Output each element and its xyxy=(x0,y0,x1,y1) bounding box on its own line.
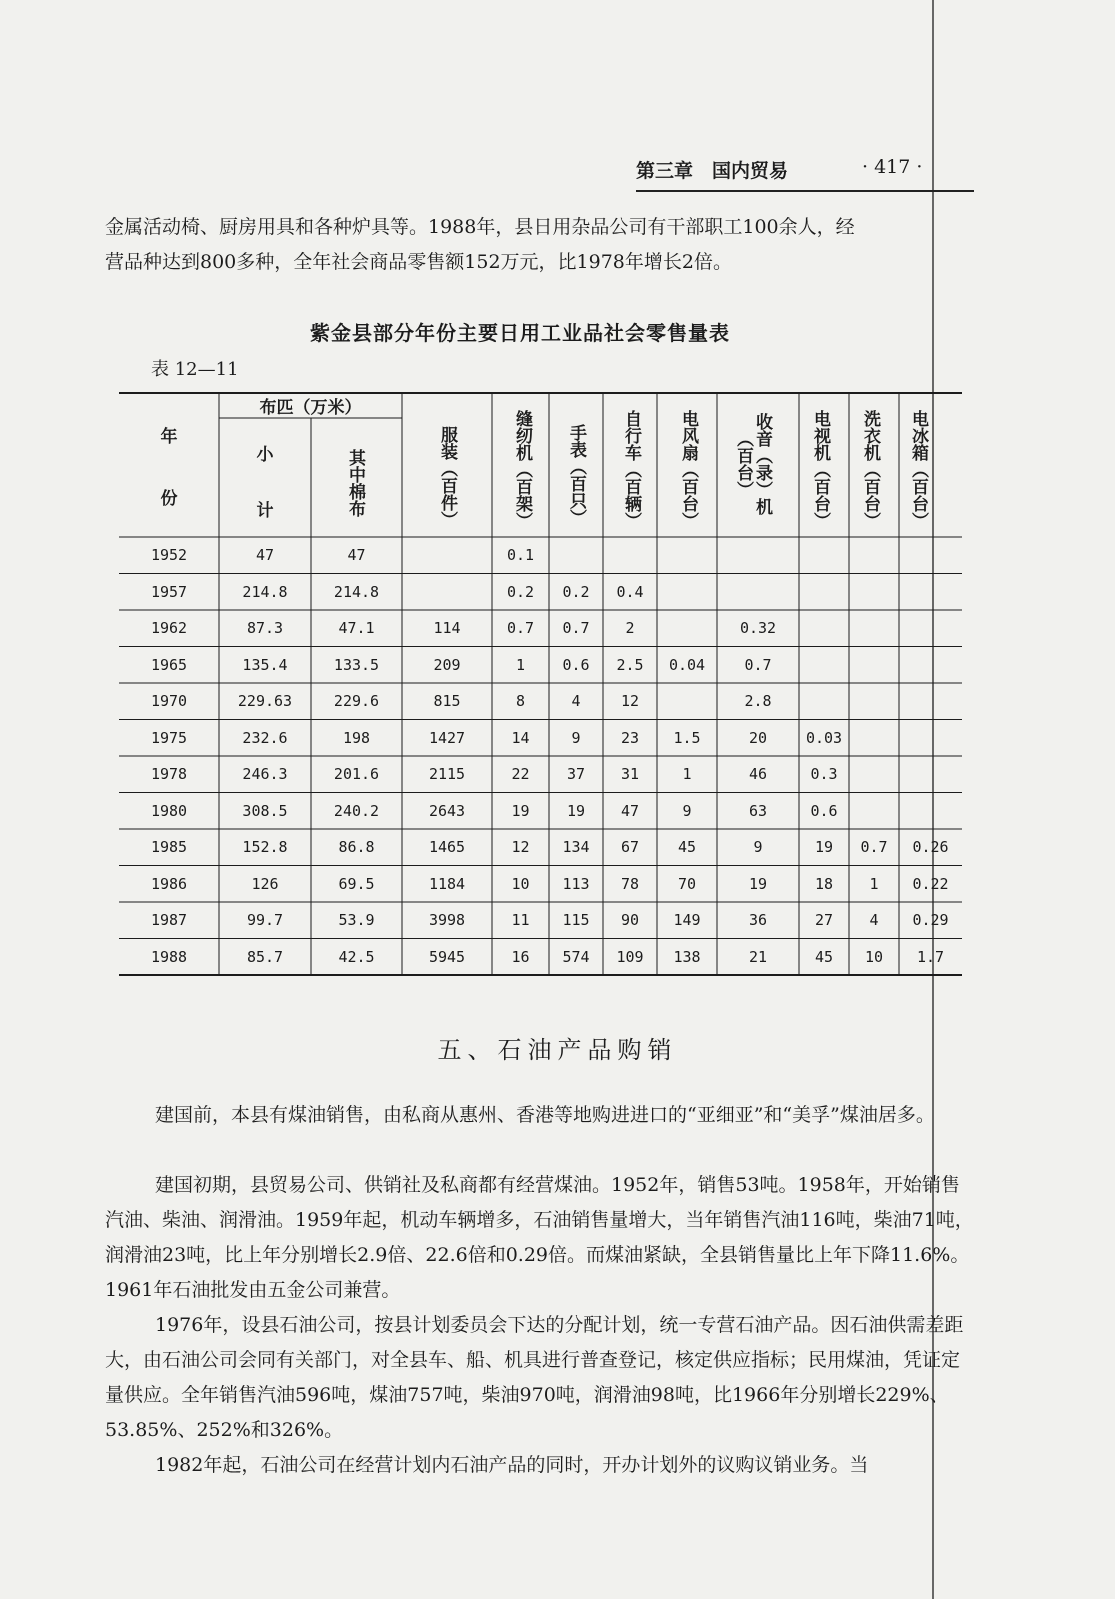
header-subtotal-2: 计 xyxy=(256,501,274,521)
table-cell xyxy=(899,537,962,573)
table-cell: 20 xyxy=(748,728,768,747)
table-cell: 2643 xyxy=(428,801,466,820)
table-cell: 2.5 xyxy=(616,655,644,674)
table-cell: 1465 xyxy=(428,838,466,856)
table-cell: 45 xyxy=(677,838,697,856)
year-cell: 1962 xyxy=(150,619,188,637)
table-cell: 109 xyxy=(616,947,644,966)
section-title: 五、石油产品购销 xyxy=(437,1036,678,1064)
header-fridge: 电冰箱（百台） xyxy=(908,410,928,529)
table-cell: 135.4 xyxy=(242,655,288,674)
table-cell xyxy=(899,647,962,683)
table-cell: 1184 xyxy=(428,874,466,893)
table-cell xyxy=(603,537,657,573)
table-cell: 133.5 xyxy=(333,655,380,674)
table-cell: 87.3 xyxy=(246,619,284,637)
table-cell: 138 xyxy=(673,947,701,966)
table-cell xyxy=(849,647,899,683)
header-washer: 洗衣机（百台） xyxy=(860,410,880,529)
table-cell xyxy=(849,793,899,829)
table-cell xyxy=(799,610,849,646)
table-cell: 815 xyxy=(433,692,461,710)
intro-line-2: 营品种达到800多种，全年社会商品零售额152万元，比1978年增长2倍。 xyxy=(105,251,732,273)
header-cotton: 其中棉布 xyxy=(345,449,365,517)
table-cell xyxy=(849,756,899,792)
table-cell: 47 xyxy=(620,801,640,820)
table-cell: 4 xyxy=(571,692,581,710)
header-cloth-group: 布匹（万米） xyxy=(259,398,362,418)
table-cell: 9 xyxy=(682,801,692,820)
table-cell: 229.63 xyxy=(237,692,293,710)
table-cell: 12 xyxy=(511,838,530,856)
table-cell: 19 xyxy=(566,801,586,820)
table-cell: 12 xyxy=(620,692,640,710)
table-cell: 36 xyxy=(748,911,768,929)
table-cell xyxy=(717,574,799,610)
table-cell xyxy=(849,610,899,646)
table-cell: 0.7 xyxy=(562,619,590,637)
year-cell: 1952 xyxy=(150,546,188,564)
table-cell: 78 xyxy=(620,874,640,893)
table-cell: 246.3 xyxy=(242,765,288,783)
intro-line-1: 金属活动椅、厨房用具和各种炉具等。1988年，县日用杂品公司有干部职工100余人，经 xyxy=(105,216,855,238)
table-cell: 2.8 xyxy=(744,692,772,710)
table-cell xyxy=(799,647,849,683)
table-cell: 23 xyxy=(620,728,640,747)
paragraph-1: 建国前，本县有煤油销售，由私商从惠州、香港等地购进进口的“亚细亚”和“美孚”煤油居多。 xyxy=(155,1104,935,1126)
header-year-2: 份 xyxy=(160,489,178,509)
year-cell: 1970 xyxy=(150,692,188,710)
year-cell: 1975 xyxy=(150,728,188,747)
table-cell: 19 xyxy=(748,874,768,893)
table-cell: 574 xyxy=(562,947,590,966)
table-cell: 21 xyxy=(748,947,768,966)
table-cell: 134 xyxy=(562,838,590,856)
table-cell xyxy=(849,720,899,756)
table-cell: 1.7 xyxy=(916,947,945,966)
table-cell: 67 xyxy=(620,838,640,856)
table-cell xyxy=(717,537,799,573)
table-cell xyxy=(799,574,849,610)
table-cell: 1 xyxy=(682,765,692,783)
table-cell: 229.6 xyxy=(333,692,380,710)
header-subtotal-1: 小 xyxy=(256,445,274,465)
table-cell: 63 xyxy=(748,801,768,820)
table-cell: 0.4 xyxy=(616,582,644,601)
table-cell: 10 xyxy=(511,874,530,893)
table-cell: 113 xyxy=(562,874,590,893)
header-clothing: 服装（百件） xyxy=(437,426,457,528)
table-title: 紫金县部分年份主要日用工业品社会零售量表 xyxy=(310,321,730,345)
table-cell: 0.26 xyxy=(912,838,949,856)
table-cell: 11 xyxy=(511,911,530,929)
table-cell: 3998 xyxy=(428,911,466,929)
year-cell: 1980 xyxy=(150,801,188,820)
header-year-1: 年 xyxy=(160,427,178,447)
table-cell xyxy=(899,574,962,610)
year-cell: 1988 xyxy=(150,947,188,966)
table-cell: 18 xyxy=(814,874,834,893)
table-cell: 42.5 xyxy=(338,947,375,966)
table-cell: 19 xyxy=(814,838,834,856)
table-cell: 19 xyxy=(511,801,530,820)
table-cell: 126 xyxy=(251,874,279,893)
table-cell: 0.29 xyxy=(912,911,949,929)
table-cell: 0.32 xyxy=(739,619,777,637)
table-cell: 90 xyxy=(620,911,640,929)
table-cell: 240.2 xyxy=(333,801,380,820)
page-number: · 417 · xyxy=(862,156,923,178)
table-cell: 14 xyxy=(511,728,530,747)
table-cell: 86.8 xyxy=(338,838,375,856)
table-cell: 1 xyxy=(515,655,526,674)
table-cell: 2115 xyxy=(428,765,466,783)
table-cell: 69.5 xyxy=(338,874,375,893)
year-cell: 1985 xyxy=(150,838,188,856)
header-bicycle: 自行车（百辆） xyxy=(621,410,641,529)
table-cell xyxy=(402,574,492,610)
paragraph-3: 1976年，设县石油公司，按县计划委员会下达的分配计划，统一专营石油产品。因石油供需差距大，由石油公司会同有关部门，对全县车、船、机具进行普查登记，核定供应指标；民用煤油，凭证定量供应。全年销售汽油596吨，煤油757吨，柴油970吨，润滑油98吨，比1966年分别增长229%、53.85%、252%和326%。 xyxy=(105,1314,964,1441)
table-cell: 149 xyxy=(673,911,701,929)
table-cell: 47 xyxy=(255,546,275,564)
table-cell: 85.7 xyxy=(246,947,284,966)
table-cell: 2 xyxy=(625,619,635,637)
header-rule xyxy=(636,190,974,192)
table-cell: 99.7 xyxy=(246,911,284,929)
table-cell: 37 xyxy=(566,765,586,783)
table-cell: 198 xyxy=(342,728,371,747)
table-cell: 0.1 xyxy=(506,546,535,564)
year-cell: 1986 xyxy=(150,874,188,893)
table-cell xyxy=(657,610,717,646)
table-cell: 0.3 xyxy=(810,765,838,783)
table-cell: 0.04 xyxy=(668,655,706,674)
year-cell: 1965 xyxy=(150,655,188,674)
table-cell: 45 xyxy=(814,947,834,966)
table-cell xyxy=(899,720,962,756)
table-cell xyxy=(849,537,899,573)
table-cell: 31 xyxy=(620,765,640,783)
table-cell: 10 xyxy=(864,947,884,966)
page-header xyxy=(636,156,974,190)
header-fan: 电风扇（百台） xyxy=(678,410,698,529)
table-cell: 16 xyxy=(511,947,530,966)
table-cell: 152.8 xyxy=(242,838,288,856)
table-cell xyxy=(899,610,962,646)
table-cell: 47 xyxy=(347,546,366,564)
table-cell: 0.6 xyxy=(810,801,838,820)
table-cell: 0.7 xyxy=(744,655,772,674)
table-cell xyxy=(657,683,717,719)
table-cell: 4 xyxy=(869,911,879,929)
table-cell xyxy=(657,537,717,573)
table-cell: 114 xyxy=(433,619,461,637)
table-cell xyxy=(657,574,717,610)
header-radio: 收音（录）机（百台） xyxy=(733,413,772,515)
table-cell xyxy=(799,537,849,573)
table-cell: 1.5 xyxy=(673,728,701,747)
table-cell xyxy=(899,683,962,719)
table-cell: 0.2 xyxy=(506,582,535,601)
table-cell: 0.7 xyxy=(506,619,535,637)
table-cell xyxy=(899,756,962,792)
table-cell xyxy=(402,537,492,573)
table-cell xyxy=(549,537,603,573)
retail-table xyxy=(119,392,962,995)
table-cell: 0.7 xyxy=(860,838,888,856)
header-watch: 手表（百只） xyxy=(566,424,586,526)
table-cell xyxy=(849,574,899,610)
table-cell: 9 xyxy=(571,728,581,747)
table-cell: 46 xyxy=(748,765,768,783)
table-cell: 0.03 xyxy=(805,728,843,747)
table-cell: 214.8 xyxy=(242,582,288,601)
table-cell: 0.6 xyxy=(562,655,590,674)
year-cell: 1987 xyxy=(150,911,188,929)
table-cell: 22 xyxy=(511,765,530,783)
table-cell: 47.1 xyxy=(338,619,375,637)
table-cell xyxy=(799,683,849,719)
table-cell: 201.6 xyxy=(333,765,380,783)
table-cell: 1 xyxy=(869,874,879,893)
header-sewing: 缝纫机（百架） xyxy=(512,410,532,529)
header-tv: 电视机（百台） xyxy=(810,410,830,529)
table-cell: 27 xyxy=(814,911,834,929)
paragraph-4: 1982年起，石油公司在经营计划内石油产品的同时，开办计划外的议购议销业务。当 xyxy=(155,1454,869,1476)
table-cell: 308.5 xyxy=(242,801,288,820)
table-cell: 214.8 xyxy=(333,582,380,601)
chapter-title: 第三章 国内贸易 xyxy=(636,160,789,182)
table-cell: 0.22 xyxy=(912,874,949,893)
table-cell: 70 xyxy=(677,874,697,893)
table-cell: 1427 xyxy=(428,728,466,747)
year-cell: 1957 xyxy=(150,582,188,601)
paragraph-2: 建国初期，县贸易公司、供销社及私商都有经营煤油。1952年，销售53吨。1958年，开始销售汽油、柴油、润滑油。1959年起，机动车辆增多，石油销售量增大，当年销售汽油116吨，柴油71吨，润滑油23吨，比上年分别增长2.9倍、22.6倍和0.29倍。而煤油紧缺，全县销售量比上年下降11.6%。1961年石油批发由五金公司兼营。 xyxy=(105,1174,974,1301)
table-cell: 0.2 xyxy=(562,582,590,601)
table-cell: 8 xyxy=(515,692,526,710)
year-cell: 1978 xyxy=(150,765,188,783)
table-number: 表 12—11 xyxy=(151,359,239,380)
table-cell xyxy=(899,793,962,829)
table-cell: 209 xyxy=(433,655,461,674)
table-cell: 232.6 xyxy=(242,728,288,747)
table-cell: 5945 xyxy=(428,947,466,966)
table-cell: 53.9 xyxy=(338,911,375,929)
table-cell: 9 xyxy=(753,838,763,856)
table-cell xyxy=(849,683,899,719)
table-cell: 115 xyxy=(562,911,590,929)
